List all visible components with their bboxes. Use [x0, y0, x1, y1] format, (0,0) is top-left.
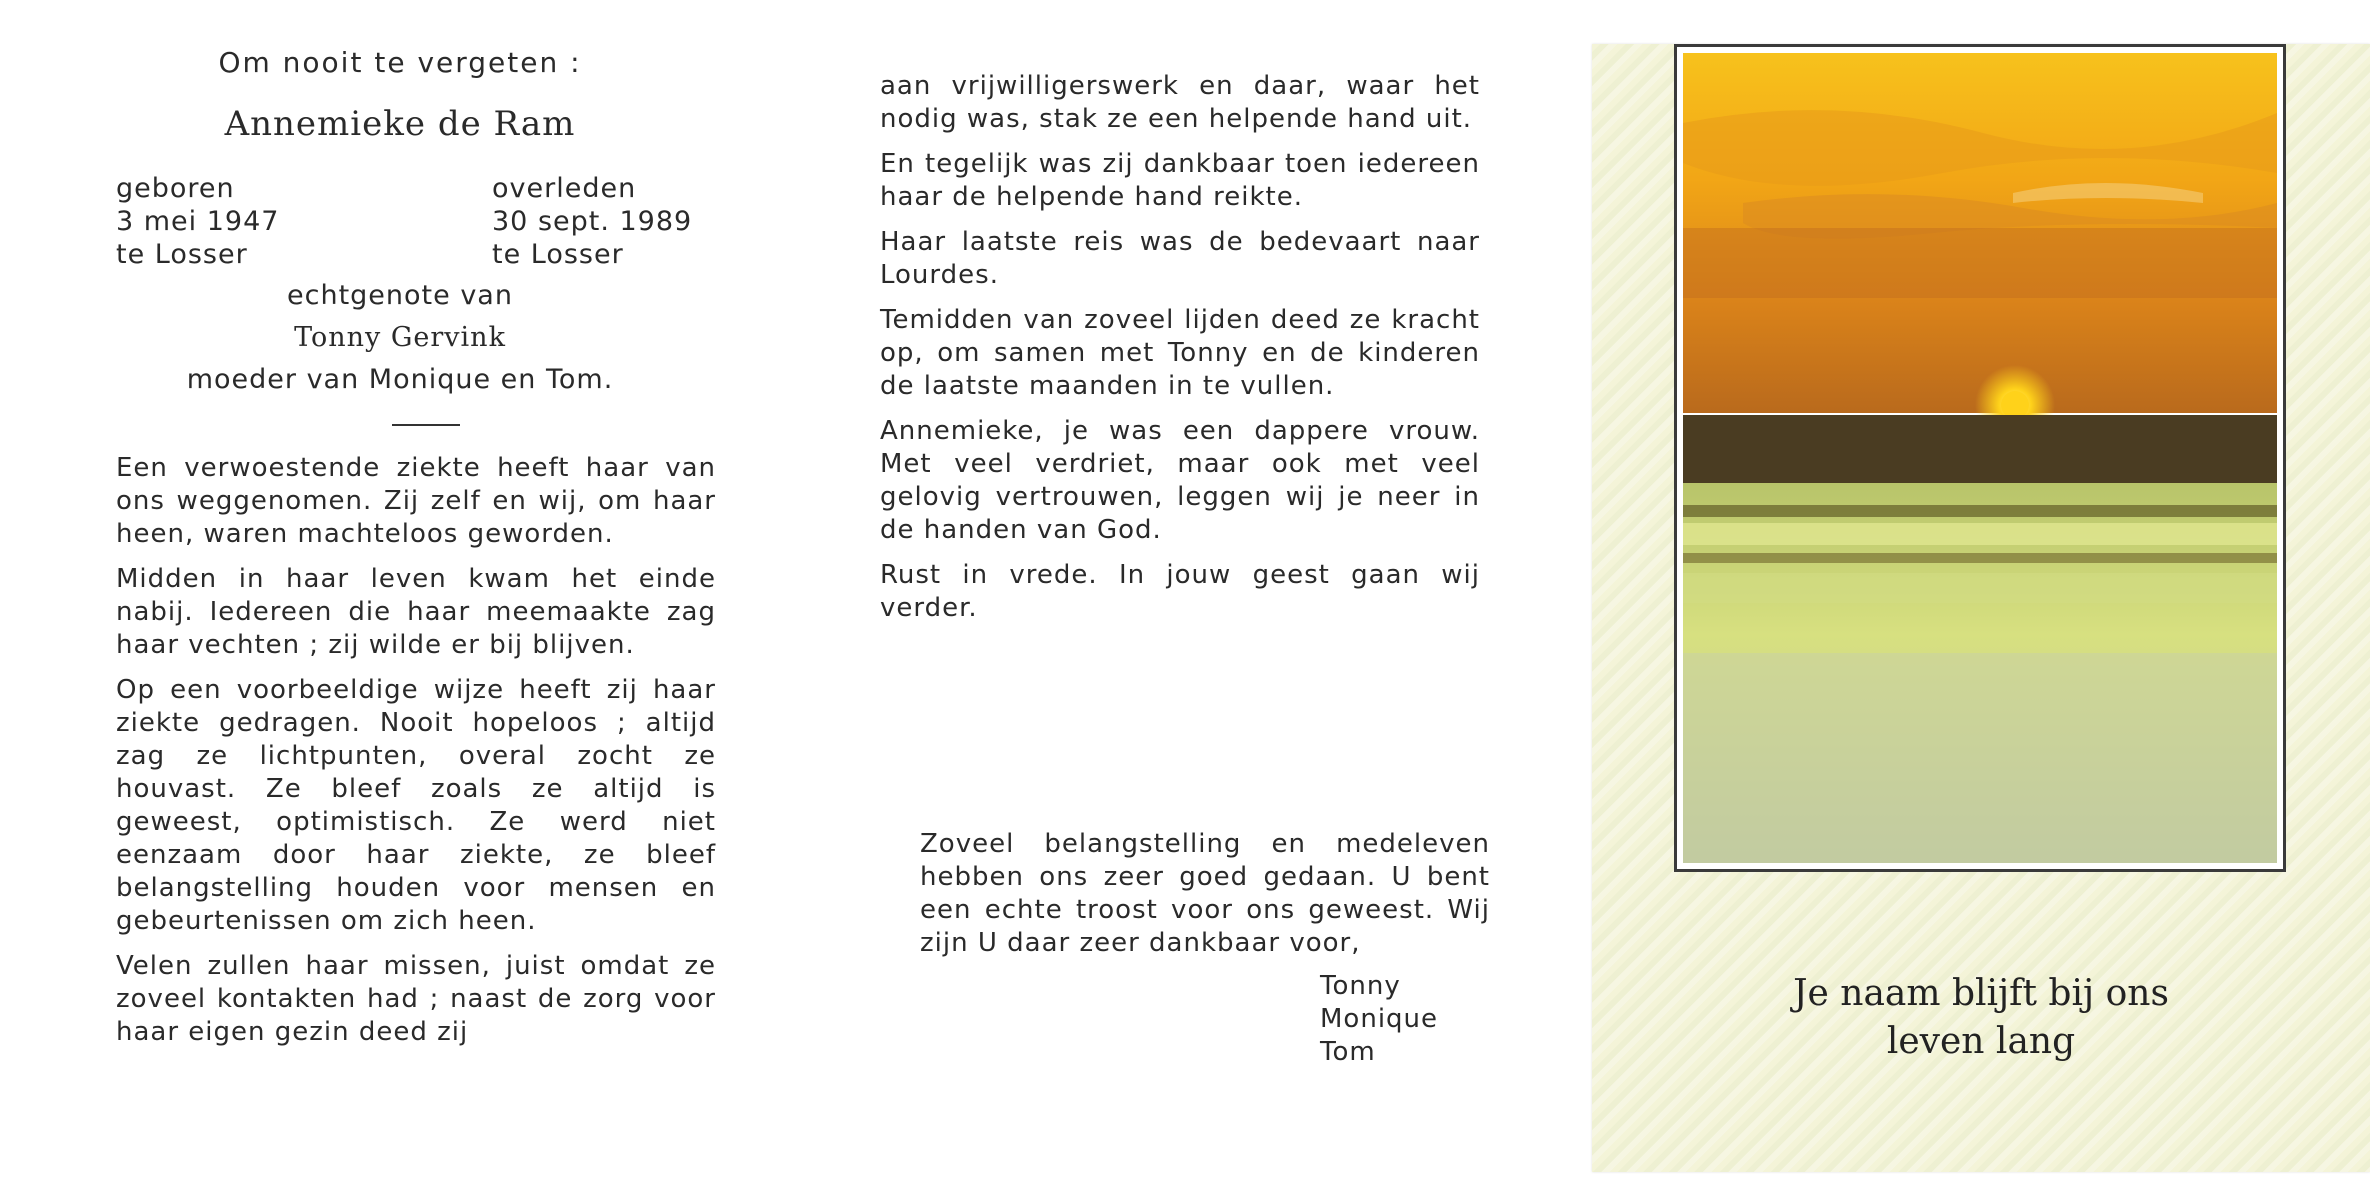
cloud-band [1683, 228, 2277, 298]
motto-line: leven lang [1886, 1021, 2076, 1062]
signature-name: Tom [1320, 1037, 1376, 1067]
thanks-text: Zoveel belangstelling en medeleven hebben ons zeer goed gedaan. U bent een echte troost voor ons geweest. Wij zijn U daar zeer dankbaar voor, [920, 829, 1490, 958]
spouse-name: Tonny Gervink [294, 322, 506, 353]
wave-light [1683, 573, 2277, 603]
paragraph: Velen zullen haar missen, juist omdat ze zoveel kontakten had ; naast de zorg voor haar eigen gezin deed zij [116, 951, 716, 1047]
paragraph: Temidden van zoveel lijden deed ze kracht op, om samen met Tonny en de kinderen de laatste maanden in te vullen. [880, 305, 1480, 401]
death-date: 30 sept. 1989 [492, 206, 693, 237]
birth-place: te Losser [116, 239, 248, 270]
divider [392, 424, 460, 426]
paragraph: En tegelijk was zij dankbaar toen iedereen haar de helpende hand reikte. [880, 149, 1480, 212]
paragraph: Haar laatste reis was de bedevaart naar Lourdes. [880, 227, 1480, 290]
wave-dark [1683, 553, 2277, 563]
left-panel [0, 0, 800, 1200]
header-title: Om nooit te vergeten : [218, 46, 582, 79]
paragraph: Midden in haar leven kwam het einde nabij. Iedereen die haar meemaakte zag haar vechten ; zij wilde er bij blijven. [116, 564, 716, 660]
horizon-band [1683, 415, 2277, 485]
death-info [492, 172, 692, 271]
children-line: moeder van Monique en Tom. [186, 364, 614, 395]
birth-date: 3 mei 1947 [116, 206, 280, 237]
sun [2001, 391, 2029, 419]
paragraph: Annemieke, je was een dappere vrouw. Met veel verdriet, maar ook met veel gelovig vertrouwen, leggen wij je neer in de handen van God. [880, 416, 1480, 545]
card-front [1592, 44, 2370, 1172]
middle-panel [800, 0, 1570, 1200]
left-body-text [116, 452, 716, 1061]
wave-light [1683, 523, 2277, 545]
birth-label: geboren [116, 173, 235, 204]
photo-frame [1674, 44, 2286, 872]
paragraph: Een verwoestende ziekte heeft haar van ons weggenomen. Zij zelf en wij, om haar heen, waren machteloos geworden. [116, 453, 716, 549]
death-place: te Losser [492, 239, 624, 270]
paragraph: Rust in vrede. In jouw geest gaan wij verder. [880, 560, 1480, 623]
signature-name: Tonny [1320, 971, 1401, 1001]
wave-dark [1683, 505, 2277, 517]
deceased-name: Annemieke de Ram [224, 104, 576, 144]
paragraph: Op een voorbeeldige wijze heeft zij haar ziekte gedragen. Nooit hopeloos ; altijd zag ze lichtpunten, overal zocht ze houvast. Ze bleef zoals ze altijd is geweest, optimistisch. Ze werd niet eenzaam door haar ziekte, ze bleef belangstelling houden voor mensen en gebeurtenissen om zich heen. [116, 675, 716, 936]
spouse-label: echtgenote van [287, 280, 513, 311]
beach-foam [1683, 653, 2277, 863]
sunset-photo [1683, 53, 2277, 863]
birth-info [116, 172, 279, 271]
motto-line: Je naam blijft bij ons [1793, 973, 2169, 1014]
middle-body-text [880, 70, 1480, 637]
death-label: overleden [492, 173, 637, 204]
paragraph: aan vrijwilligerswerk en daar, waar het nodig was, stak ze een helpende hand uit. [880, 71, 1480, 134]
motto [1592, 970, 2370, 1066]
signature-name: Monique [1320, 1004, 1439, 1034]
signatures [1320, 970, 1438, 1069]
